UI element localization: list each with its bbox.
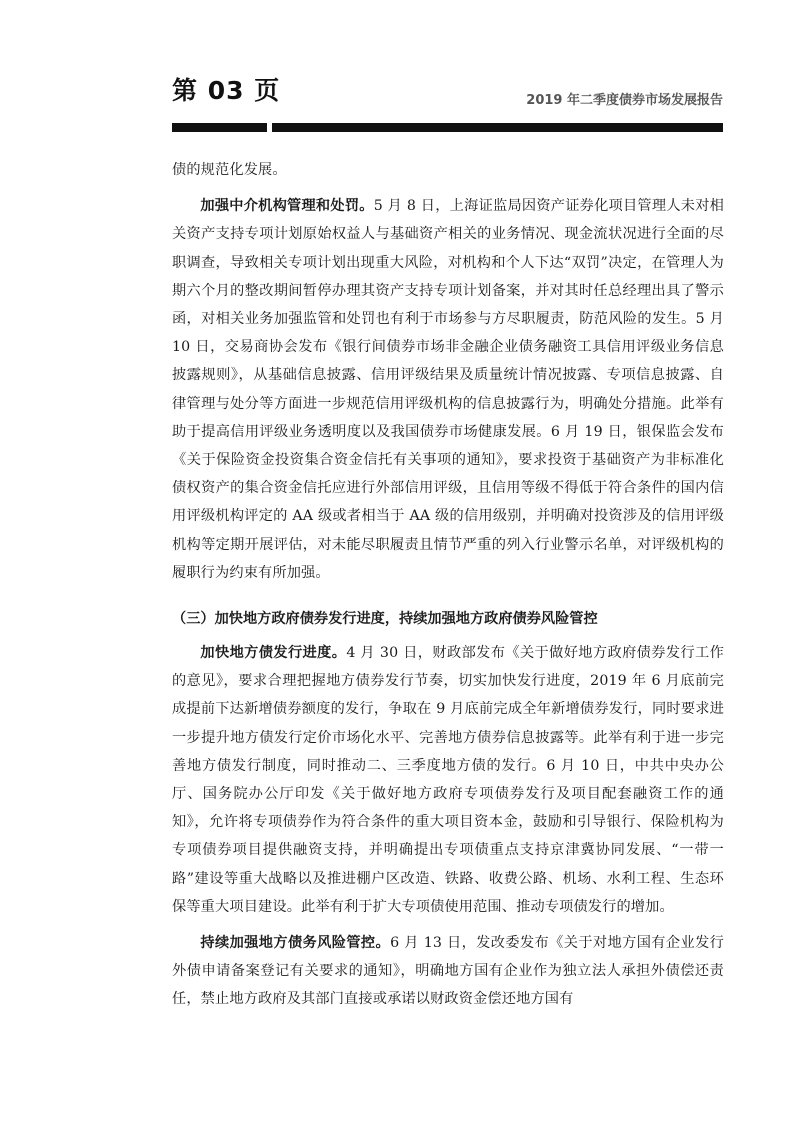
- paragraph-local-bond-issuance: [172, 639, 724, 921]
- paragraph-text: 6 月 13 日，发改委发布《关于对地方国有企业发行外债申请备案登记有关要求的通知》，明确地方国有企业作为独立法人承担外债偿还责任，禁止地方政府及其部门直接或承诺以财政资金偿还地方国有: [172, 935, 724, 1008]
- paragraph-text: 4 月 30 日，财政部发布《关于做好地方政府债券发行工作的意见》，要求合理把握地方债券发行节奏，切实加快发行进度，2019 年 6 月底前完成提前下达新增债券额度的发行，争取在 9 月底前完成全年新增债券发行，同时要求进一步提升地方债发行定价市场化水平、完善地方债券信息披露等。此举有利于进一步完善地方债发行制度，同时推动二、三季度地方债的发行。6 月 10 日，中共中央办公厅、国务院办公厅印发《关于做好地方政府专项债券发行及项目配套融资工作的通知》，允许将专项债券作为符合条件的重大项目资本金，鼓励和引导银行、保险机构为专项债券项目提供融资支持，并明确提出专项债重点支持京津冀协同发展、“一带一路”建设等重大战略以及推进棚户区改造、铁路、收费公路、机场、水利工程、生态环保等重大项目建设。此举有利于扩大专项债使用范围、推动专项债发行的增加。: [172, 645, 724, 915]
- header-rule-short: [172, 123, 267, 132]
- paragraph-intermediary-regulation: [172, 192, 724, 587]
- paragraph-continuation: [172, 156, 724, 184]
- paragraph-lead: 持续加强地方债务风险管控。: [200, 935, 391, 952]
- header-rule-long: [272, 123, 723, 132]
- report-title: 2019 年二季度债券市场发展报告: [526, 93, 723, 108]
- section-heading: （三）加快地方政府债券发行进度，持续加强地方政府债券风险管控: [172, 611, 598, 628]
- paragraph-text: 5 月 8 日，上海证监局因资产证券化项目管理人未对相关资产支持专项计划原始权益人与基础资产相关的业务情况、现金流状况进行全面的尽职调查，导致相关专项计划出现重大风险，对机构和个人下达“双罚”决定，在管理人为期六个月的整改期间暂停办理其资产支持专项计划备案，并对其时任总经理出具了警示函，对相关业务加强监管和处罚也有利于市场参与方尽职履责，防范风险的发生。5 月 10 日，交易商协会发布《银行间债券市场非金融企业债务融资工具信用评级业务信息披露规则》，从基础信息披露、信用评级结果及质量统计情况披露、专项信息披露、自律管理与处分等方面进一步规范信用评级机构的信息披露行为，明确处分措施。此举有助于提高信用评级业务透明度以及我国债券市场健康发展。6 月 19 日，银保监会发布《关于保险资金投资集合资金信托有关事项的通知》，要求投资于基础资产为非标准化债权资产的集合资金信托应进行外部信用评级，且信用等级不得低于符合条件的国内信用评级机构评定的 AA 级或者相当于 AA 级的信用级别，并明确对投资涉及的信用评级机构等定期开展评估，对未能尽职履责且情节严重的列入行业警示名单，对评级机构的履职行为约束有所加强。: [172, 198, 724, 581]
- body-content: [172, 156, 724, 1014]
- paragraph-lead: 加强中介机构管理和处罚。: [200, 198, 374, 215]
- paragraph-text: 债的规范化发展。: [172, 162, 287, 178]
- paragraph-lead: 加快地方债发行进度。: [200, 645, 347, 662]
- paragraph-local-debt-risk: [172, 929, 724, 1014]
- page-number: 第 03 页: [172, 76, 281, 105]
